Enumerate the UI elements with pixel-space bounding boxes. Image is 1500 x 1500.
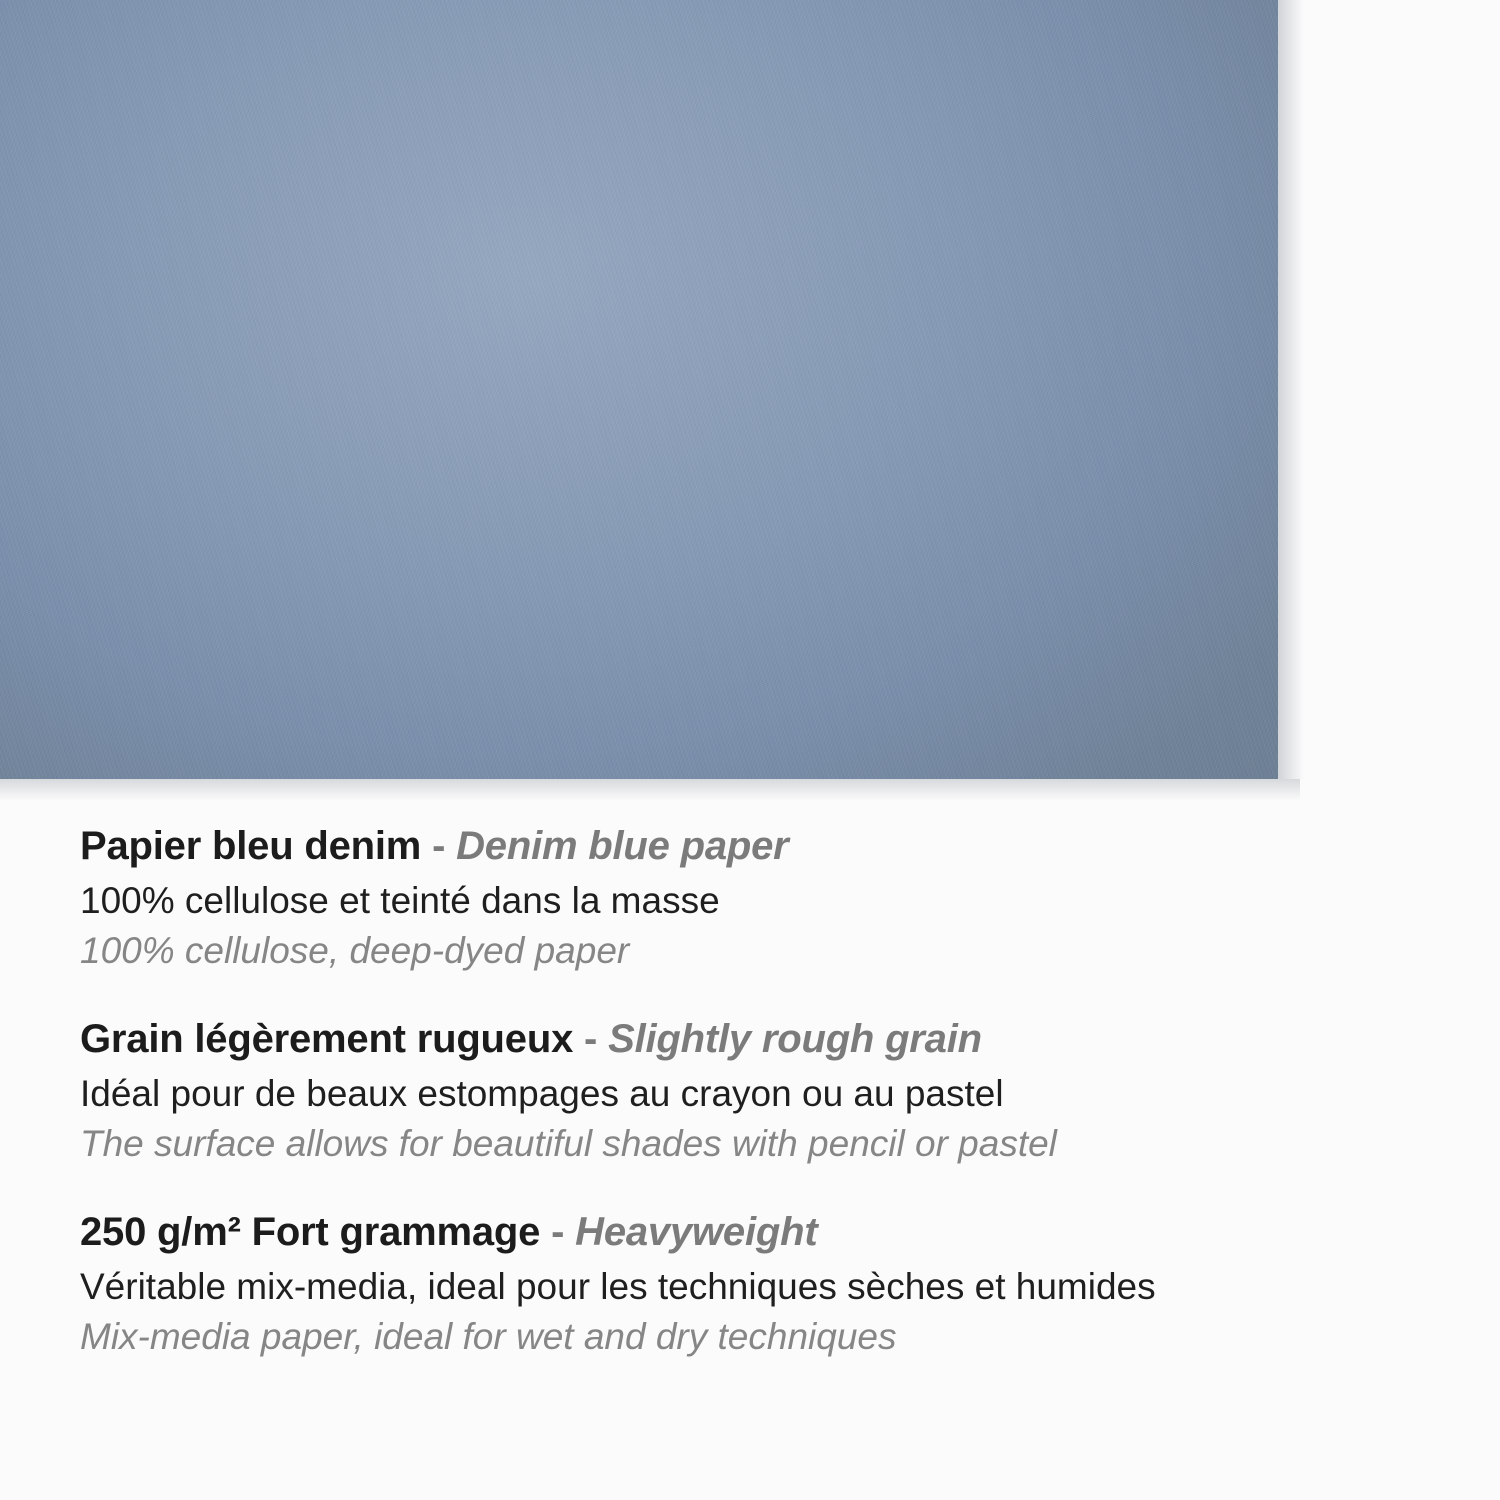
- feature-heading-fr: Papier bleu denim: [80, 824, 422, 868]
- feature-heading: [80, 1208, 1420, 1257]
- feature-heading-separator: -: [432, 824, 446, 868]
- feature-heading-separator: -: [584, 1016, 598, 1061]
- feature-heading-separator: -: [551, 1209, 565, 1254]
- paper-lighting-vignette: [0, 0, 1278, 779]
- feature-block-weight: [0, 1208, 1500, 1361]
- feature-heading-fr: Grain légèrement rugueux: [80, 1016, 574, 1061]
- feature-list: [0, 800, 1500, 1361]
- feature-heading-fr: 250 g/m² Fort grammage: [80, 1209, 552, 1254]
- feature-description-en: Mix-media paper, ideal for wet and dry techniques: [80, 1315, 897, 1357]
- denim-blue-paper-sheet-image: [0, 0, 1278, 779]
- sheet-edge-shadow-right: [1278, 0, 1304, 779]
- feature-heading-en: Slightly rough grain: [608, 1016, 982, 1061]
- sheet-edge-shadow-bottom: [0, 779, 1300, 801]
- feature-heading-en: Denim blue paper: [456, 824, 789, 868]
- feature-block-grain: [0, 1015, 1500, 1168]
- feature-heading: [80, 822, 1420, 871]
- feature-description-fr: Véritable mix-media, ideal pour les techniques sèches et humides: [80, 1265, 1156, 1307]
- paper-grain-texture: [0, 0, 1278, 779]
- feature-description-en: 100% cellulose, deep-dyed paper: [80, 929, 630, 971]
- feature-heading: [80, 1015, 1420, 1064]
- feature-description-fr: 100% cellulose et teinté dans la masse: [80, 879, 720, 921]
- feature-description-en: The surface allows for beautiful shades with pencil or pastel: [80, 1122, 1057, 1164]
- feature-description-fr: Idéal pour de beaux estompages au crayon ou au pastel: [80, 1072, 1004, 1114]
- feature-heading-en: Heavyweight: [575, 1209, 818, 1254]
- feature-block-paper: [0, 822, 1500, 975]
